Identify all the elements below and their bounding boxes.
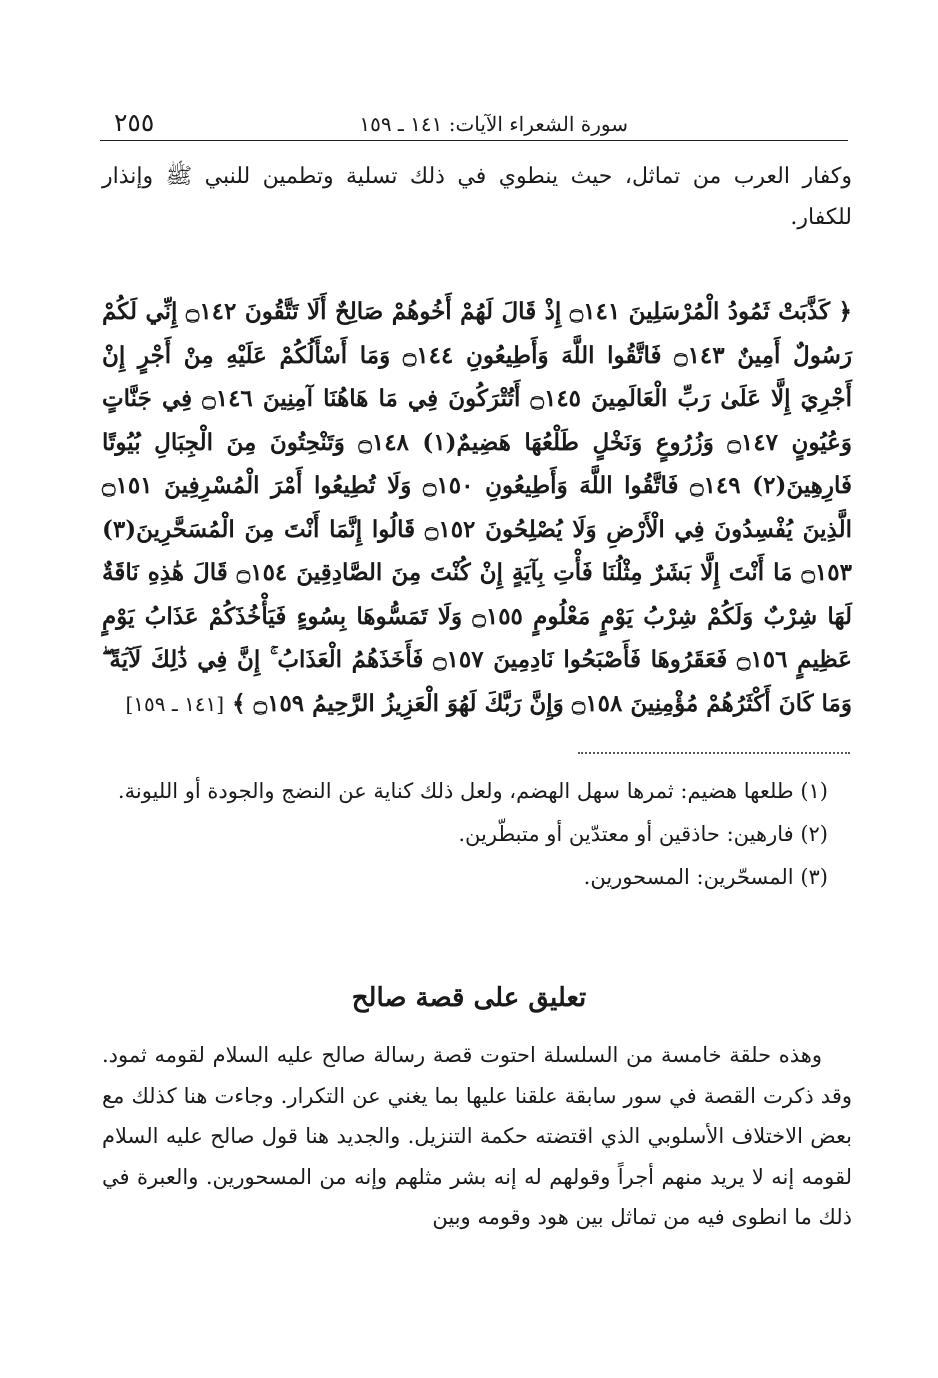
footnote-1: (١) طلعها هضيم: ثمرها سهل الهضم، ولعل ذلك كناية عن النضج والجودة أو الليونة. <box>117 779 828 803</box>
quran-passage <box>102 290 852 726</box>
page-header <box>100 108 848 141</box>
quran-verses: ﴿ كَذَّبَتْ ثَمُودُ الْمُرْسَلِينَ ۝١٤١ إِذْ قَالَ لَهُمْ أَخُوهُمْ صَالِحٌ أَلَا تَتَّقُونَ ۝١٤٢ إِنِّي لَكُمْ رَسُولٌ أَمِينٌ ۝١٤٣ فَاتَّقُوا اللَّهَ وَأَطِيعُونِ ۝١٤٤ وَمَا أَسْأَلُكُمْ عَلَيْهِ مِنْ أَجْرٍ إِنْ أَجْرِيَ إِلَّا عَلَىٰ رَبِّ الْعَالَمِينَ ۝١٤٥ أَتُتْرَكُونَ فِي مَا هَاهُنَا آمِنِينَ ۝١٤٦ فِي جَنَّاتٍ وَعُيُونٍ ۝١٤٧ وَزُرُوعٍ وَنَخْلٍ طَلْعُهَا هَضِيمٌ(١) ۝١٤٨ وَتَنْحِتُونَ مِنَ الْجِبَالِ بُيُوتًا فَارِهِينَ(٢) ۝١٤٩ فَاتَّقُوا اللَّهَ وَأَطِيعُونِ ۝١٥٠ وَلَا تُطِيعُوا أَمْرَ الْمُسْرِفِينَ ۝١٥١ الَّذِينَ يُفْسِدُونَ فِي الْأَرْضِ وَلَا يُصْلِحُونَ ۝١٥٢ قَالُوا إِنَّمَا أَنْتَ مِنَ الْمُسَحَّرِينَ(٣) ۝١٥٣ مَا أَنْتَ إِلَّا بَشَرٌ مِثْلُنَا فَأْتِ بِآيَةٍ إِنْ كُنْتَ مِنَ الصَّادِقِينَ ۝١٥٤ قَالَ هَٰذِهِ نَاقَةٌ لَهَا شِرْبٌ وَلَكُمْ شِرْبُ يَوْمٍ مَعْلُومٍ ۝١٥٥ وَلَا تَمَسُّوهَا بِسُوءٍ فَيَأْخُذَكُمْ عَذَابُ يَوْمٍ عَظِيمٍ ۝١٥٦ فَعَقَرُوهَا فَأَصْبَحُوا نَادِمِينَ ۝١٥٧ فَأَخَذَهُمُ الْعَذَابُ ۚ إِنَّ فِي ذَٰلِكَ لَآيَةً ۖ وَمَا كَانَ أَكْثَرُهُمْ مُؤْمِنِينَ ۝١٥٨ وَإِنَّ رَبَّكَ لَهُوَ الْعَزِيزُ الرَّحِيمُ ۝١٥٩ ﴾ <box>102 298 853 717</box>
intro-paragraph: وكفار العرب من تماثل، حيث ينطوي في ذلك تسلية وتطمين للنبي ﷺ وإنذار للكفار. <box>102 164 852 230</box>
verse-reference: [١٤١ ـ ١٥٩] <box>125 691 225 716</box>
footnote-separator <box>578 752 850 754</box>
footnote-3: (٣) المسحّرين: المسحورين. <box>583 865 828 889</box>
running-title: سورة الشعراء الآيات: ١٤١ ـ ١٥٩ <box>359 112 628 136</box>
section-title: تعليق على قصة صالح <box>351 983 587 1013</box>
footnotes <box>102 770 828 899</box>
commentary-paragraph: وهذه حلقة خامسة من السلسلة احتوت قصة رسالة صالح عليه السلام لقومه ثمود. وقد ذكرت القصة في سور سابقة علقنا عليها بما يغني عن التكرار. وجاءت هنا كذلك مع بعض الاختلاف الأسلوبي الذي اقتضته حكمة التنزيل. والجديد هنا قول صالح عليه السلام لقومه إنه لا يريد منهم أجراً وقولهم له إنه بشر مثلهم وإنه من المسحورين. والعبرة في ذلك ما انطوى فيه من تماثل بين هود وقومه وبين <box>102 1043 852 1229</box>
footnote-2: (٢) فارهين: حاذقين أو معتدّين أو متبطّرين. <box>458 822 828 846</box>
page-number: ٢٥٥ <box>114 108 155 137</box>
